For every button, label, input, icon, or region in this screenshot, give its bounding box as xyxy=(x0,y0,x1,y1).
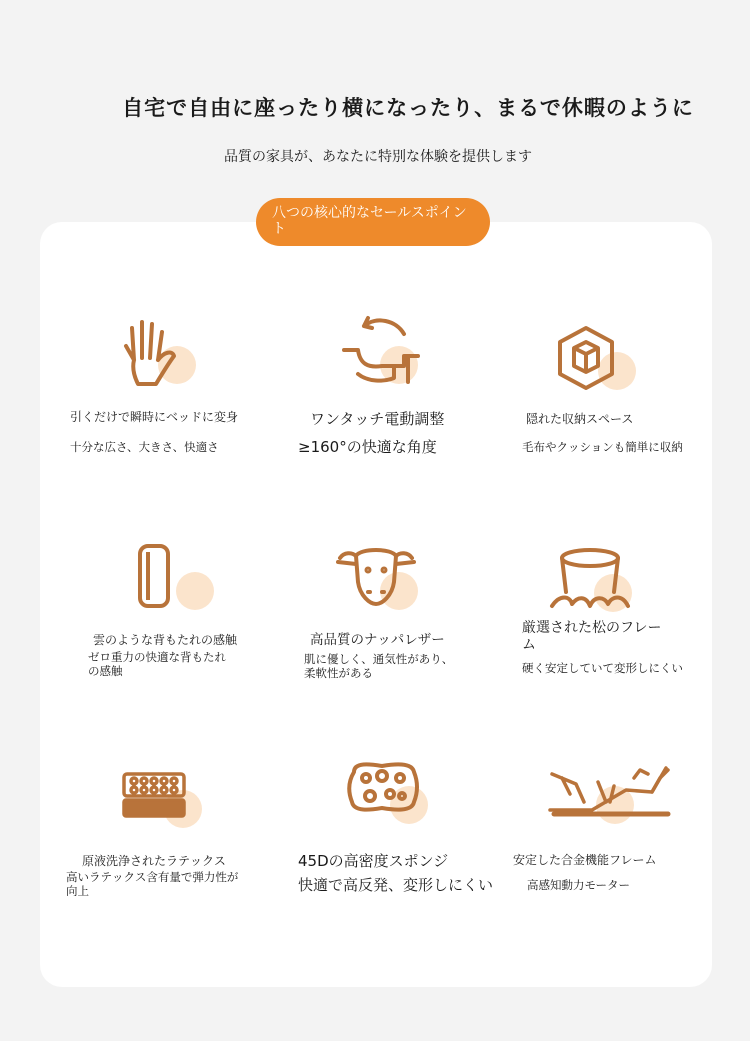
feature-title: 雲のような背もたれの感触 xyxy=(93,633,238,647)
feature-desc: 肌に優しく、通気性があり、柔軟性がある xyxy=(304,652,454,680)
feature-title: 高品質のナッパレザー xyxy=(310,632,445,648)
hand-icon xyxy=(112,312,202,392)
storage-box-icon xyxy=(552,318,642,398)
selling-points-badge: 八つの核心的なセールスポイント xyxy=(256,198,490,246)
feature-desc: ≥160°の快適な角度 xyxy=(298,438,437,456)
sponge-icon xyxy=(344,752,434,832)
feature-title: 安定した合金機能フレーム xyxy=(513,853,657,867)
page-title: 自宅で自由に座ったり横になったり、まるで休暇のように xyxy=(122,96,694,120)
tree-stump-icon xyxy=(548,540,638,620)
page-subtitle: 品質の家具が、あなたに特別な体験を提供します xyxy=(224,149,532,165)
feature-title: 厳選された松のフレーム xyxy=(522,620,662,653)
feature-desc: 快適で高反発、変形しにくい xyxy=(298,876,494,894)
metal-frame-icon xyxy=(548,752,678,832)
one-touch-adjust-icon xyxy=(334,312,424,392)
feature-title: 原液洗浄されたラテックス xyxy=(82,854,226,868)
feature-desc: 硬く安定していて変形しにくい xyxy=(522,661,683,675)
backrest-cushion-icon xyxy=(130,538,220,618)
feature-title: 隠れた収納スペース xyxy=(526,412,634,426)
latex-pad-icon xyxy=(118,756,208,836)
feature-title: 引くだけで瞬時にベッドに変身 xyxy=(70,410,239,424)
cow-icon xyxy=(334,538,424,618)
feature-desc: ゼロ重力の快適な背もたれの感触 xyxy=(88,650,226,678)
feature-desc: 高いラテックス含有量で弾力性が向上 xyxy=(66,870,239,898)
feature-desc: 高感知動力モーター xyxy=(527,878,631,892)
feature-title: 45Dの高密度スポンジ xyxy=(298,852,449,870)
feature-desc: 十分な広さ、大きさ、快適さ xyxy=(70,440,219,454)
feature-title: ワンタッチ電動調整 xyxy=(310,410,445,428)
feature-desc: 毛布やクッションも簡単に収納 xyxy=(522,440,683,454)
